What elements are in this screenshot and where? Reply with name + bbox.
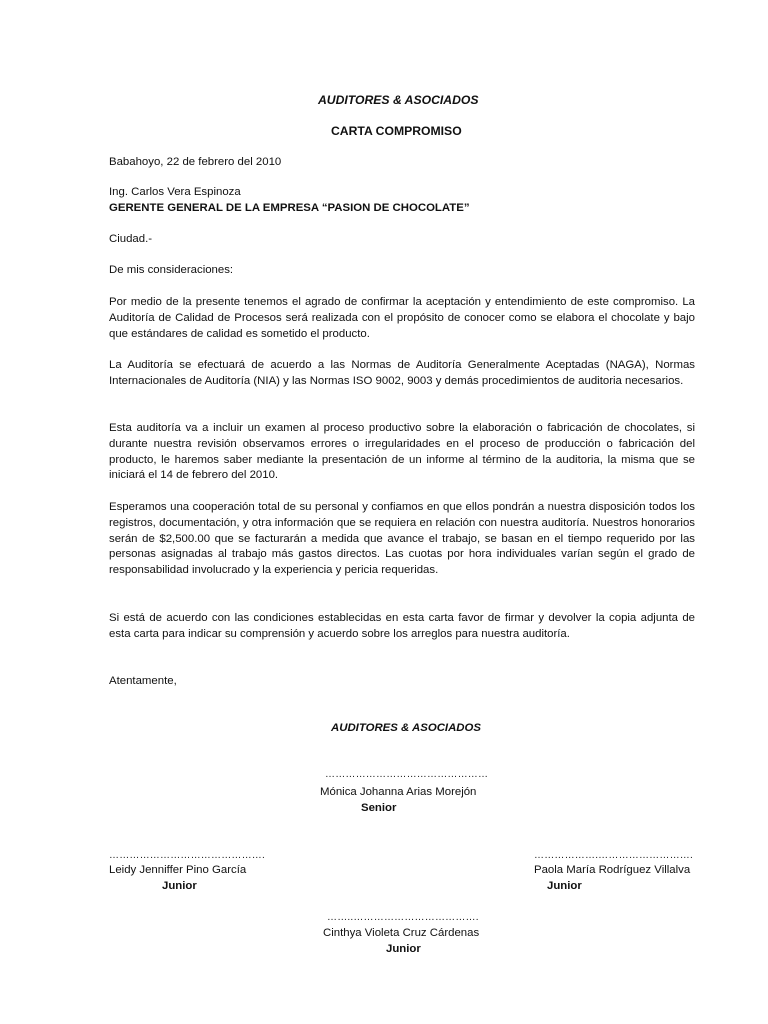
paragraph-text: Esta auditoría va a incluir un examen al proceso productivo sobre la elaboración o fabricación de chocolates, si durante nuestra revisión observamos errores o irregularidades en el proceso de producción o fabricación del producto, le haremos saber mediante la presentación de un informe al término de la auditoria, la misma que se iniciará el 14 de febrero del 2010.: [109, 422, 695, 482]
paragraph-4: [109, 500, 695, 579]
paragraph-text: Por medio de la presente tenemos el agrado de confirmar la aceptación y entendimiento de este compromiso. La Auditoría de Calidad de Procesos será realizada con el propósito de conocer como se elabora el chocolate y bajo que estándares de calidad es sometido el producto.: [109, 296, 695, 340]
signer-name-senior: Mónica Johanna Arias Morejón: [320, 786, 477, 798]
paragraph-1: [109, 295, 695, 342]
signer-role-junior-left: Junior: [162, 880, 197, 892]
firm-signature: AUDITORES & ASOCIADOS: [331, 722, 481, 734]
paragraph-5: [109, 611, 695, 643]
signature-line-senior: …………………………………………: [325, 769, 489, 780]
signer-role-senior: Senior: [361, 802, 397, 814]
recipient-position: GERENTE GENERAL DE LA EMPRESA “PASION DE CHOCOLATE”: [109, 202, 470, 214]
letterhead: AUDITORES & ASOCIADOS: [318, 93, 479, 107]
place-date: Babahoyo, 22 de febrero del 2010: [109, 156, 282, 168]
paragraph-text: La Auditoría se efectuará de acuerdo a las Normas de Auditoría Generalmente Aceptadas (NAGA), Normas Internacionales de Auditoría (NIA) y las Normas ISO 9002, 9003 y demás procedimientos de auditoria necesarios.: [109, 359, 695, 387]
signer-role-junior-right: Junior: [547, 880, 582, 892]
recipient-name: Ing. Carlos Vera Espinoza: [109, 186, 241, 198]
paragraph-3: [109, 421, 695, 484]
signer-role-junior-bottom: Junior: [386, 943, 421, 955]
signer-name-junior-right: Paola María Rodríguez Villalva: [534, 864, 691, 876]
signature-line-junior-bottom: ……..……………………………….: [327, 912, 479, 923]
paragraph-text: Si está de acuerdo con las condiciones establecidas en esta carta favor de firmar y devolver la copia adjunta de esta carta para indicar su comprensión y acuerdo sobre los arreglos para nuestra auditoría.: [109, 612, 695, 640]
closing: Atentamente,: [109, 675, 177, 687]
document-title: CARTA COMPROMISO: [331, 124, 462, 138]
signer-name-junior-bottom: Cinthya Violeta Cruz Cárdenas: [323, 927, 480, 939]
greeting: De mis consideraciones:: [109, 264, 234, 276]
signer-name-junior-left: Leidy Jenniffer Pino García: [109, 864, 247, 876]
paragraph-2: [109, 358, 695, 390]
paragraph-text: Esperamos una cooperación total de su personal y confiamos en que ellos pondrán a nuestra disposición todos los registros, documentación, y otra información que se requiera en relación con nuestra auditoría. Nuestros honorarios serán de $2,500.00 que se facturarán a medida que avance el trabajo, se basan en el tiempo requerido por las personas asignadas al trabajo más gastos directos. Las cuotas por hora individuales varían según el grado de responsabilidad involucrado y la experiencia y pericia requeridas.: [109, 501, 695, 577]
signature-line-junior-right: ……………….……………………….: [534, 850, 693, 861]
recipient-city: Ciudad.-: [109, 233, 153, 245]
signature-line-junior-left: ……………………………………….: [109, 850, 265, 861]
